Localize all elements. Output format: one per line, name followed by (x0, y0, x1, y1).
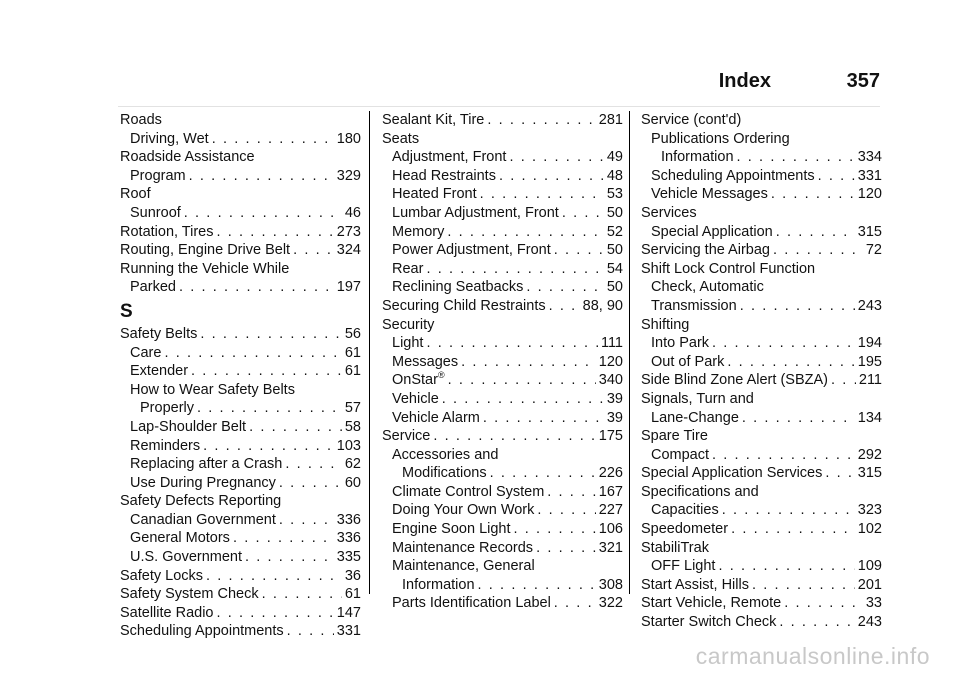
page-number: 357 (846, 70, 880, 92)
index-entry: Memory . . . 52 (382, 223, 623, 242)
index-heading: Safety Defects Reporting (120, 493, 282, 510)
index-heading: Maintenance, General (392, 558, 535, 575)
index-entry: Messages . . . 120 (382, 353, 623, 372)
index-entry: Lumbar Adjustment, Front . . . 50 (382, 204, 623, 223)
index-entry: Special Application . . . 315 (641, 223, 882, 242)
header-rule (118, 106, 880, 107)
index-entry: Compact . . . 292 (641, 446, 882, 465)
index-entry: Servicing the Airbag . . . 72 (641, 241, 882, 260)
index-entry: Start Vehicle, Remote . . . 33 (641, 594, 882, 613)
index-heading: Shifting (641, 316, 690, 333)
index-entry: Rotation, Tires . . . 273 (120, 223, 361, 242)
index-heading: How to Wear Safety Belts (130, 381, 295, 398)
index-entry: Engine Soon Light . . . 106 (382, 520, 623, 539)
column-divider (369, 111, 370, 594)
index-entry: U.S. Government . . . 335 (120, 548, 361, 567)
index-entry: Safety System Check . . . 61 (120, 585, 361, 604)
index-entry: Scheduling Appointments . . . 331 (641, 167, 882, 186)
index-entry: Vehicle Messages . . . 120 (641, 185, 882, 204)
index-entry: Vehicle . . . 39 (382, 390, 623, 409)
registered-mark: ® (437, 370, 445, 381)
index-entry: Maintenance Records . . . 321 (382, 539, 623, 558)
index-entry: Starter Switch Check . . . 243 (641, 613, 882, 632)
index-heading: Security (382, 316, 435, 333)
index-heading: StabiliTrak (641, 539, 709, 556)
index-heading: Roads (120, 112, 162, 128)
index-entry: Lap-Shoulder Belt . . . 58 (120, 418, 361, 437)
index-heading: Running the Vehicle While (120, 260, 290, 277)
page-header (480, 70, 880, 100)
index-entry: OFF Light . . . 109 (641, 557, 882, 576)
index-heading: Services (641, 204, 697, 221)
index-entry: Replacing after a Crash . . . 62 (120, 455, 361, 474)
index-entry: Sunroof . . . 46 (120, 204, 361, 223)
index-entry: Out of Park . . . 195 (641, 353, 882, 372)
index-entry: Canadian Government . . . 336 (120, 511, 361, 530)
index-entry: Satellite Radio . . . 147 (120, 604, 361, 623)
index-entry: Climate Control System . . . 167 (382, 483, 623, 502)
index-column-3 (641, 111, 882, 632)
index-entry: Use During Pregnancy . . . 60 (120, 474, 361, 493)
index-entry: Capacities . . . 323 (641, 501, 882, 520)
index-heading: Seats (382, 130, 420, 147)
index-entry: Parts Identification Label . . . 322 (382, 594, 623, 613)
index-entry: Doing Your Own Work . . . 227 (382, 501, 623, 520)
index-entry: Scheduling Appointments . . . 331 (120, 622, 361, 641)
index-heading: Spare Tire (641, 428, 708, 445)
index-heading: Check, Automatic (651, 279, 764, 296)
index-entry: Driving, Wet . . . 180 (120, 130, 361, 149)
index-column-1 (120, 111, 361, 641)
column-divider (629, 111, 630, 594)
index-entry: Routing, Engine Drive Belt . . . 324 (120, 241, 361, 260)
index-entry: Head Restraints . . . 48 (382, 167, 623, 186)
index-entry: Parked . . . 197 (120, 278, 361, 297)
index-entry: Lane-Change . . . 134 (641, 409, 882, 428)
index-heading: Shift Lock Control Function (641, 260, 816, 277)
index-heading: Publications Ordering (651, 130, 790, 147)
index-entry: Into Park . . . 194 (641, 334, 882, 353)
index-entry: Service . . . 175 (382, 427, 623, 446)
index-entry: Safety Locks . . . 36 (120, 567, 361, 586)
index-entry: Special Application Services . . . 315 (641, 464, 882, 483)
index-column-2 (382, 111, 623, 613)
watermark: carmanualsonline.info (695, 643, 930, 669)
index-entry: Information . . . 308 (382, 576, 623, 595)
index-entry: Reclining Seatbacks . . . 50 (382, 278, 623, 297)
index-entry: Information . . . 334 (641, 148, 882, 167)
index-heading: Specifications and (641, 483, 759, 500)
index-entry: Extender . . . 61 (120, 362, 361, 381)
index-entry: Start Assist, Hills . . . 201 (641, 576, 882, 595)
index-entry: Heated Front . . . 53 (382, 185, 623, 204)
index-entry: Properly . . . 57 (120, 399, 361, 418)
index-entry: Adjustment, Front . . . 49 (382, 148, 623, 167)
index-entry: Side Blind Zone Alert (SBZA) . . . 211 (641, 371, 882, 390)
index-heading: Roadside Assistance (120, 149, 255, 166)
index-entry: Reminders . . . 103 (120, 437, 361, 456)
index-entry: Vehicle Alarm . . . 39 (382, 409, 623, 428)
index-heading: Signals, Turn and (641, 390, 754, 407)
index-entry: OnStar® . . . 340 (382, 371, 623, 390)
index-heading: Accessories and (392, 446, 499, 463)
index-heading: Service (cont'd) (641, 112, 742, 128)
index-entry: Light . . . 111 (382, 334, 623, 353)
index-entry: Care . . . 61 (120, 344, 361, 363)
index-entry: Power Adjustment, Front . . . 50 (382, 241, 623, 260)
page-title: Index (718, 70, 771, 92)
index-entry: Speedometer . . . 102 (641, 520, 882, 539)
index-entry: Sealant Kit, Tire . . . 281 (382, 111, 623, 130)
index-entry: Transmission . . . 243 (641, 297, 882, 316)
section-letter: S (120, 300, 133, 322)
index-entry: Modifications . . . 226 (382, 464, 623, 483)
index-entry: General Motors . . . 336 (120, 529, 361, 548)
index-entry: Program . . . 329 (120, 167, 361, 186)
index-entry: Safety Belts . . . 56 (120, 325, 361, 344)
index-heading: Roof (120, 186, 151, 203)
index-entry: Rear . . . 54 (382, 260, 623, 279)
index-entry: Securing Child Restraints . . . 88, 90 (382, 297, 623, 316)
